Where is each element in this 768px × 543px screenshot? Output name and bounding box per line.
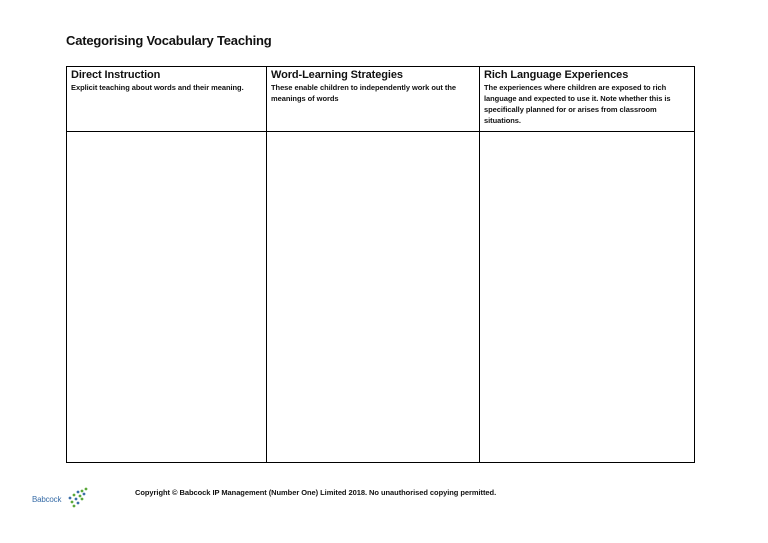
header-cell-rich-language-experiences (480, 67, 695, 132)
entry-cell-word-learning-strategies[interactable] (267, 132, 480, 463)
vocabulary-table (66, 66, 695, 463)
page-title: Categorising Vocabulary Teaching (66, 33, 272, 48)
table-header-row (67, 67, 695, 132)
page-footer (32, 484, 497, 510)
column-description: The experiences where children are exposed to rich language and expected to use it. Note whether this is specifically planned for or arises from classroom situations. (484, 83, 671, 125)
logo-dots-icon (66, 486, 90, 508)
column-heading: Word-Learning Strategies (271, 69, 403, 81)
column-heading: Rich Language Experiences (484, 69, 629, 81)
entry-cell-rich-language-experiences[interactable] (480, 132, 695, 463)
copyright-notice: Copyright © Babcock IP Management (Number One) Limited 2018. No unauthorised copying permitted. (135, 488, 497, 497)
column-description: Explicit teaching about words and their meaning. (71, 83, 244, 92)
babcock-logo (32, 484, 96, 510)
column-heading: Direct Instruction (71, 69, 161, 81)
header-cell-direct-instruction (67, 67, 267, 132)
header-cell-word-learning-strategies (267, 67, 480, 132)
column-description: These enable children to independently work out the meanings of words (271, 83, 456, 103)
entry-cell-direct-instruction[interactable] (67, 132, 267, 463)
logo-text: Babcock (32, 495, 62, 504)
table-body-row (67, 132, 695, 463)
